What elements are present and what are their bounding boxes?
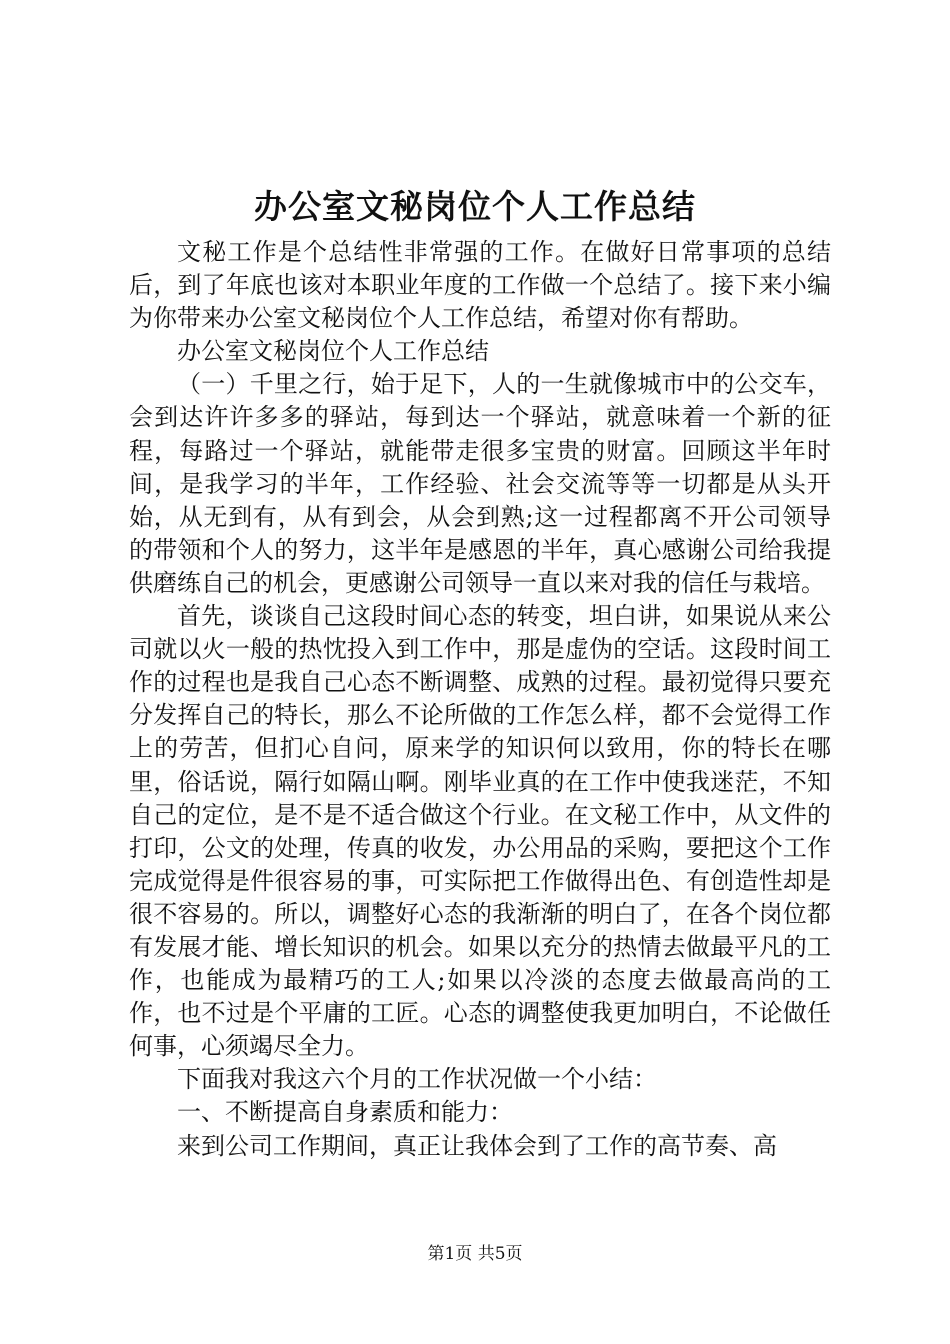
document-body — [129, 236, 831, 1163]
paragraph-section-one: （一）千里之行，始于足下，人的一生就像城市中的公交车，会到达许许多多的驿站，每到达一个驿站，就意味着一个新的征程，每路过一个驿站，就能带走很多宝贵的财富。回顾这半年时间，是我学习的半年，工作经验、社会交流等等一切都是从头开始，从无到有，从有到会，从会到熟;这一过程都离不开公司领导的带领和个人的努力，这半年是感恩的半年，真心感谢公司给我提供磨练自己的机会，更感谢公司领导一直以来对我的信任与栽培。 — [129, 370, 831, 597]
page-footer: 第1页 共5页 — [427, 1244, 523, 1264]
paragraph-intro: 文秘工作是个总结性非常强的工作。在做好日常事项的总结后，到了年底也该对本职业年度的工作做一个总结了。接下来小编为你带来办公室文秘岗位个人工作总结，希望对你有帮助。 — [129, 238, 831, 333]
document-title: 办公室文秘岗位个人工作总结 — [254, 187, 696, 226]
paragraph-subtitle: 办公室文秘岗位个人工作总结 — [177, 337, 489, 366]
paragraph-continuation: 来到公司工作期间，真正让我体会到了工作的高节奏、高 — [177, 1131, 777, 1160]
paragraph-mindset: 首先，谈谈自己这段时间心态的转变，坦白讲，如果说从来公司就以火一般的热忱投入到工作中，那是虚伪的空话。这段时间工作的过程也是我自己心态不断调整、成熟的过程。最初觉得只要充分发挥自己的特长，那么不论所做的工作怎么样，都不会觉得工作上的劳苦，但扪心自问，原来学的知识何以致用，你的特长在哪里，俗话说，隔行如隔山啊。刚毕业真的在工作中使我迷茫，不知自己的定位，是不是不适合做这个行业。在文秘工作中，从文件的打印，公文的处理，传真的收发，办公用品的采购，要把这个工作完成觉得是件很容易的事，可实际把工作做得出色、有创造性却是很不容易的。所以，调整好心态的我渐渐的明白了，在各个岗位都有发展才能、增长知识的机会。如果以充分的热情去做最平凡的工作，也能成为最精巧的工人;如果以冷淡的态度去做最高尚的工作，也不过是个平庸的工匠。心态的调整使我更加明白，不论做任何事，心须竭尽全力。 — [129, 602, 831, 1061]
paragraph-heading-one: 一、不断提高自身素质和能力： — [177, 1098, 513, 1127]
paragraph-summary-intro: 下面我对我这六个月的工作状况做一个小结： — [177, 1065, 657, 1094]
